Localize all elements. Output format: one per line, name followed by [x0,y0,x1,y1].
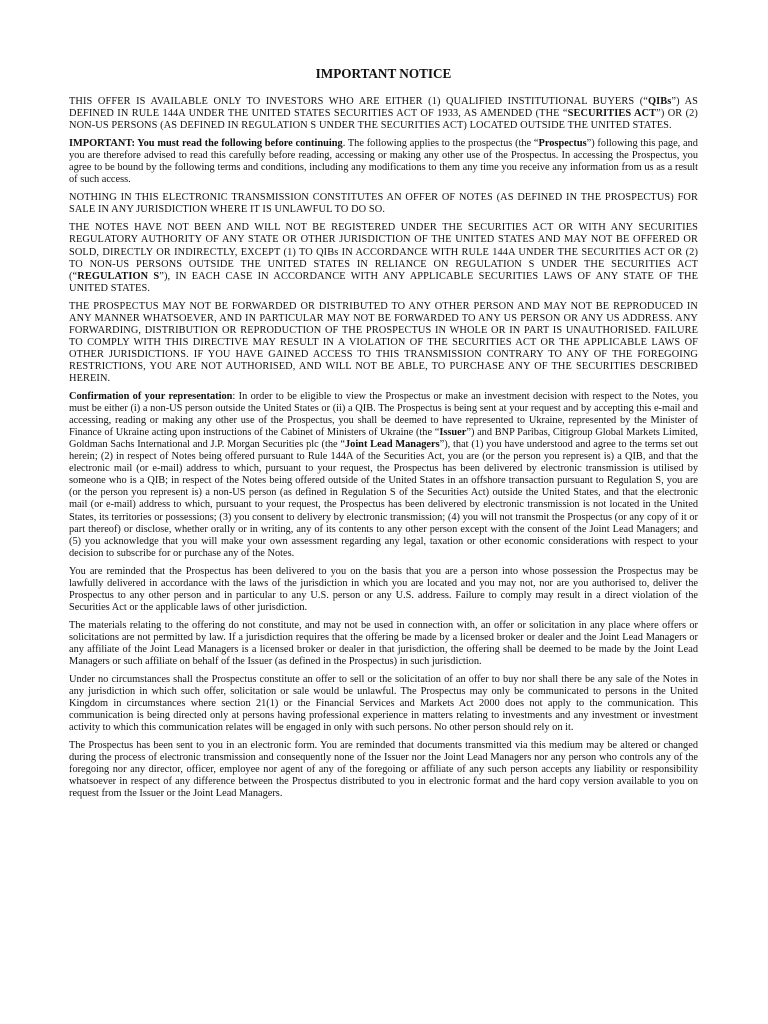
text-run: ”) OR (2) NON-US PERSONS (AS DEFINED IN REGULATION S UNDER THE SECURITIES ACT) LOCATED OUTSIDE THE UNITED STATES. [69,108,698,132]
defined-term-prospectus: Prospectus [538,138,587,150]
page-title: IMPORTANT NOTICE [315,66,452,81]
text-run: ”) and BNP Paribas, Citigroup Global Markets Limited, Goldman Sachs International and J.P. Morgan Securities plc (the “ [69,427,698,451]
confirmation-heading: Confirmation of your representation [69,391,233,403]
defined-term-joint-lead-managers: Joint Lead Managers [344,439,440,451]
paragraph-not-registered [69,222,698,294]
defined-term-qibs: QIBs [647,96,672,107]
text-run: ”) following this page, and you are therefore advised to read this carefully before reading, accessing or making any other use of the Prospectus. In accessing the Prospectus, you agree to be bound by the following terms and conditions, including any modifications to them any time you receive any information from us as a result of such access. [69,138,698,186]
text-run: : In order to be eligible to view the Prospectus or make an investment decision with respect to the Notes, you must be either (i) a non-US person outside the United States or (ii) a QIB. The Prospectus is being sent at your request and by accepting this e-mail and accessing, reading or making any other use of the Prospectus, you shall be deemed to have represented to Ukraine, represented by the Minister of Finance of Ukraine acting upon instructions of the Cabinet of Ministers of Ukraine (the “ [69,391,698,439]
important-heading: IMPORTANT: You must read the following before continuing [69,138,343,150]
text-run: THIS OFFER IS AVAILABLE ONLY TO INVESTORS WHO ARE EITHER (1) QUALIFIED INSTITUTIONAL BUYERS (“ [69,96,648,107]
paragraph-confirmation [69,391,698,560]
text-run: ”) AS DEFINED IN RULE 144A UNDER THE UNITED STATES SECURITIES ACT OF 1933, AS AMENDED (THE “ [69,96,698,120]
paragraph-reminder-delivery: You are reminded that the Prospectus has been delivered to you on the basis that you are a person into whose possession the Prospectus may be lawfully delivered in accordance with the laws of the jurisdiction in which you are located and you may not, nor are you authorised to, deliver the Prospectus to any other person and in particular to any U.S. person or any U.S. address. Failure to comply may result in a direct violation of the Securities Act or the applicable laws of other jurisdiction. [69,565,698,613]
defined-term-regulation-s: REGULATION S [77,270,160,282]
text-run: . The following applies to the prospectus (the “ [342,138,539,150]
paragraph-no-forwarding: THE PROSPECTUS MAY NOT BE FORWARDED OR DISTRIBUTED TO ANY OTHER PERSON AND MAY NOT BE REPRODUCED IN ANY MANNER WHATSOEVER, AND IN PARTICULAR MAY NOT BE FORWARDED TO ANY US PERSON OR ANY US ADDRESS. ANY FORWARDING, DISTRIBUTION OR REPRODUCTION OF THE PROSPECTUS IN WHOLE OR IN PART IS UNAUTHORISED. FAILURE TO COMPLY WITH THIS DIRECTIVE MAY RESULT IN A VIOLATION OF THE SECURITIES ACT OR THE APPLICABLE LAWS OF OTHER JURISDICTIONS. IF YOU HAVE GAINED ACCESS TO THIS TRANSMISSION CONTRARY TO ANY OF THE FOREGOING RESTRICTIONS, YOU ARE NOT AUTHORISED, AND WILL NOT BE ABLE, TO PURCHASE ANY OF THE SECURITIES DESCRIBED HEREIN. [69,300,698,384]
defined-term-securities-act: SECURITIES ACT [567,108,657,120]
paragraph-materials: The materials relating to the offering do not constitute, and may not be used in connection with, an offer or solicitation in any place where offers or solicitations are not permitted by law. If a jurisdiction requires that the offering be made by a licensed broker or dealer and the Joint Lead Managers or any affiliate of the Joint Lead Managers is a licensed broker or dealer in that jurisdiction, the offering shall be deemed to be made by the Joint Lead Managers or such affiliate on behalf of the Issuer (as defined in the Prospectus) in such jurisdiction. [69,619,698,668]
text-run: THE NOTES HAVE NOT BEEN AND WILL NOT BE REGISTERED UNDER THE SECURITIES ACT OR WITH ANY SECURITIES REGULATORY AUTHORITY OF ANY STATE OR OTHER JURISDICTION OF THE UNITED STATES AND MAY NOT BE OFFERED OR SOLD, DIRECTLY OR INDIRECTLY, EXCEPT (1) TO QIBs IN ACCORDANCE WITH RULE 144A UNDER THE SECURITIES ACT OR (2) TO NON-US PERSONS OUTSIDE THE UNITED STATES IN RELIANCE ON REGULATION S UNDER THE SECURITIES ACT (“ [69,222,698,282]
text-run: ”), IN EACH CASE IN ACCORDANCE WITH ANY APPLICABLE SECURITIES LAWS OF ANY STATE OF THE UNITED STATES. [69,270,698,294]
paragraph-no-circumstances: Under no circumstances shall the Prospectus constitute an offer to sell or the solicitation of an offer to buy nor shall there be any sale of the Notes in any jurisdiction in which such offer, solicitation or sale would be unlawful. The Prospectus may only be communicated to persons in the United Kingdom in circumstances where section 21(1) or the Financial Services and Markets Act 2000 does not apply to the communication. This communication is being directed only at persons having professional experience in matters relating to investments and any investment or investment activity to which this communication relates will be engaged in only with such persons. No other person should rely on it. [69,674,698,734]
paragraph-important [69,138,698,186]
text-run: ”), that (1) you have understood and agree to the terms set out herein; (2) in respect of Notes being offered pursuant to Rule 144A of the Securities Act, you are (or the person you represent is) a QIB, and that the electronic mail (or e-mail) address to which, pursuant to your request, the Prospectus has been delivered by electronic transmission is utilised by someone who is a QIB; in respect of the Notes being offered outside of the United States in an offshore transaction pursuant to Regulation S, you are (or the person you represent is) a non-US person (as defined in Regulation S of the Securities Act) outside the United States, and that the electronic mail (or e-mail) address to which, pursuant to your request, the Prospectus has been delivered by electronic transmission is not located in the United States, its territories or possessions; (3) you consent to delivery by electronic transmission; (4) you will not transmit the Prospectus (or any copy of it or part thereof) or disclose, whether orally or in writing, any of its contents to any other person except with the consent of the Joint Lead Managers; and (5) you acknowledge that you will make your own assessment regarding any legal, taxation or other economic considerations with respect to your decision to subscribe for or purchase any of the Notes. [69,439,698,559]
paragraph-offer-availability [69,96,698,132]
paragraph-no-offer: NOTHING IN THIS ELECTRONIC TRANSMISSION CONSTITUTES AN OFFER OF NOTES (AS DEFINED IN THE PROSPECTUS) FOR SALE IN ANY JURISDICTION WHERE IT IS UNLAWFUL TO DO SO. [69,192,698,216]
paragraph-electronic-form: The Prospectus has been sent to you in an electronic form. You are reminded that documents transmitted via this medium may be altered or changed during the process of electronic transmission and consequently none of the Issuer nor the Joint Lead Managers nor any person who controls any of the foregoing nor any director, officer, employee nor agent of any of the foregoing or affiliate of any such person accepts any liability or responsibility whatsoever in respect of any difference between the Prospectus distributed to you in electronic format and the hard copy version available to you on request from the Issuer or the Joint Lead Managers. [69,740,698,800]
defined-term-issuer: Issuer [439,427,467,439]
